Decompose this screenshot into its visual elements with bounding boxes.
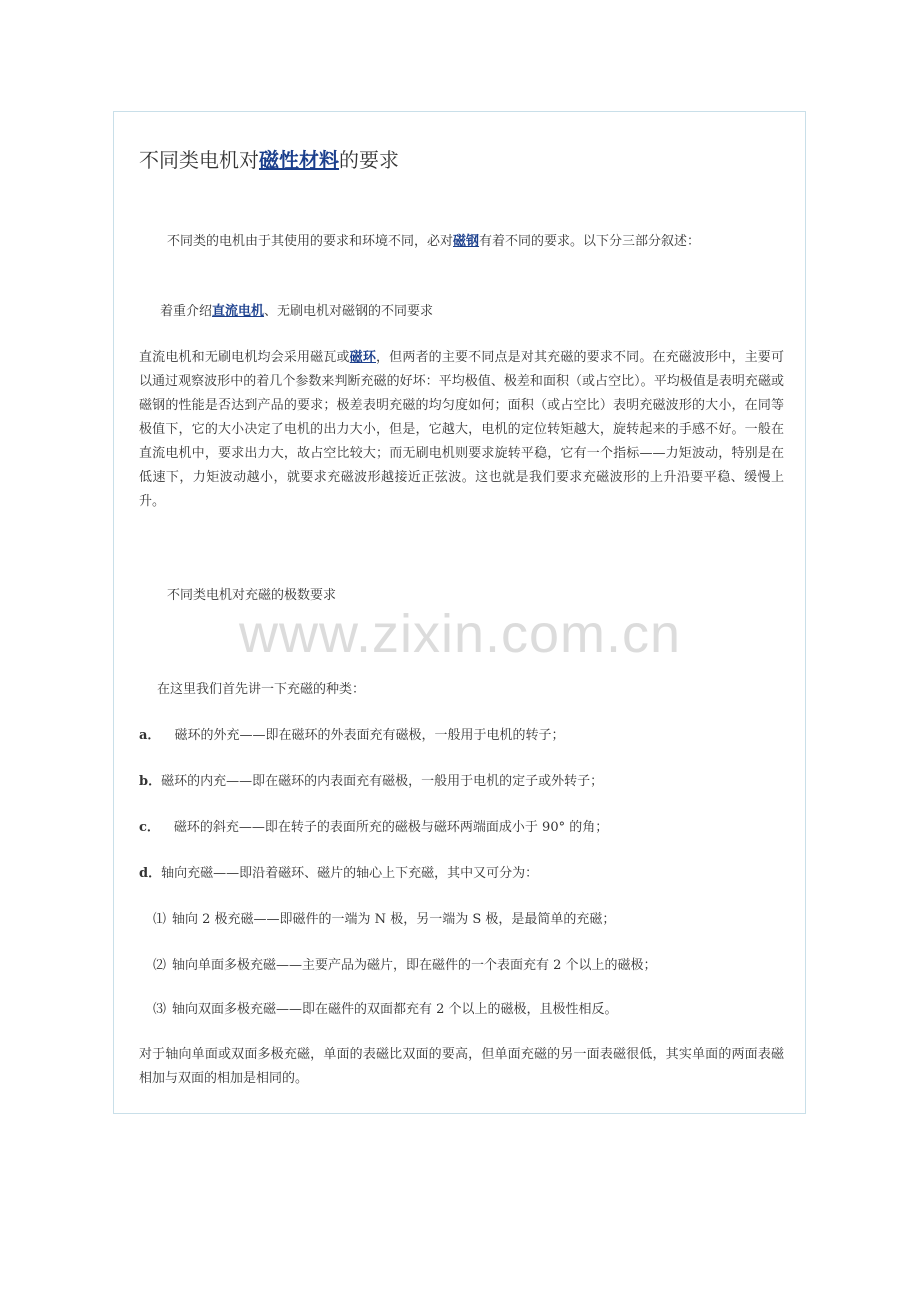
list-item-a [139,724,564,748]
watermark: www.zixin.com.cn [238,604,682,664]
section1-suffix: 、无刷电机对磁钢的不同要求 [264,304,434,319]
intro-prefix: 不同类的电机由于其使用的要求和环境不同，必对 [167,234,454,249]
intro-paragraph-2: 在这里我们首先讲一下充磁的种类： [157,682,366,697]
sub-text-2: 轴向单面多极充磁——主要产品为磁片，即在磁件的一个表面充有 2 个以上的磁极； [172,958,657,973]
list-marker-d: d． [139,866,162,881]
intro-link-magnet-steel[interactable]: 磁钢 [453,234,480,249]
list-text-b: 磁环的内充——即在磁环的内表面充有磁极，一般用于电机的定子或外转子； [161,774,604,789]
sub-marker-2: ⑵ [153,958,167,973]
list-text-a: 磁环的外充——即在磁环的外表面充有磁极，一般用于电机的转子； [174,728,565,743]
list-marker-c: c． [139,820,160,835]
title-suffix: 的要求 [339,148,399,172]
intro-paragraph [167,230,700,254]
title-link-magnetic-materials[interactable]: 磁性材料 [259,148,339,172]
list-text-c: 磁环的斜充——即在转子的表面所充的磁极与磁环两端面成小于 90° 的角； [173,820,609,835]
body1-suffix: ，但两者的主要不同点是对其充磁的要求不同。在充磁波形中，主要可以通过观察波形中的着几个参数来判断充磁的好坏：平均极值、极差和面积（或占空比）。平均极值是表明充磁或磁钢的性能是否达到产品的要求；极差表明充磁的均匀度如何；面积（或占空比）表明充磁波形的大小，在同等极值下，它的大小决定了电机的出力大小，但是，它越大，电机的定位转矩越大，旋转起来的手感不好。一般在直流电机中，要求出力大，故占空比较大；而无刷电机则要求旋转平稳，它有一个指标——力矩波动，特别是在低速下，力矩波动越小，就要求充磁波形越接近正弦波。这也就是我们要求充磁波形的上升沿要平稳、缓慢上升。 [139,350,784,509]
sub-text-1: 轴向 2 极充磁——即磁件的一端为 N 极，另一端为 S 极，是最简单的充磁； [172,912,616,927]
title-prefix: 不同类电机对 [139,148,259,172]
sub-item-2 [153,954,657,978]
intro-suffix: 有着不同的要求。以下分三部分叙述： [479,234,701,249]
list-item-d [139,862,538,886]
body1-prefix: 直流电机和无刷电机均会采用磁瓦或 [139,350,350,365]
sub-item-3 [153,998,618,1022]
page-title [139,146,399,174]
sub-marker-1: ⑴ [153,912,167,927]
sub-item-1 [153,908,615,932]
list-item-c [139,816,608,840]
section-heading-2: 不同类电机对充磁的极数要求 [167,588,337,603]
body1-link-magnet-ring[interactable]: 磁环 [349,350,376,365]
list-marker-b: b． [139,774,162,789]
list-item-b [139,770,603,794]
list-marker-a: a． [139,728,161,743]
sub-marker-3: ⑶ [153,1002,167,1017]
section1-link-dc-motor[interactable]: 直流电机 [212,304,265,319]
section1-prefix: 着重介绍 [160,304,213,319]
list-text-d: 轴向充磁——即沿着磁环、磁片的轴心上下充磁，其中又可分为： [161,866,539,881]
closing-paragraph: 对于轴向单面或双面多极充磁，单面的表磁比双面的要高，但单面充磁的另一面表磁很低，其实单面的两面表磁相加与双面的相加是相同的。 [139,1047,784,1086]
body-paragraph-1 [139,346,784,514]
section-heading-1 [160,300,433,324]
sub-text-3: 轴向双面多极充磁——即在磁件的双面都充有 2 个以上的磁极，且极性相反。 [172,1002,618,1017]
